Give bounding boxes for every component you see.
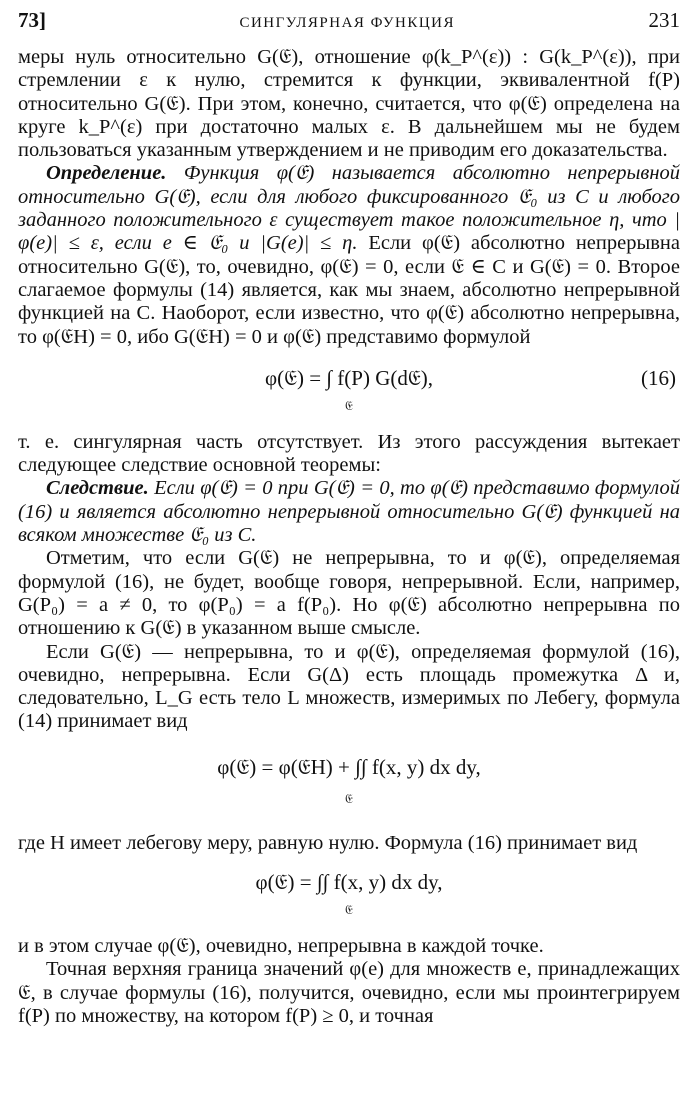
formula-14-lebesgue xyxy=(18,742,680,824)
formula-16-lebesgue xyxy=(18,859,680,931)
formula-14-body: φ(𝔈) = φ(𝔈H) + ∫∫ f(x, y) dx dy, xyxy=(217,754,481,779)
paragraph-1: меры нуль относительно G(𝔈), отношение φ(k_P^(ε)) : G(k_P^(ε)), при стремлении ε к нулю, стремится к функции, эквивалентной f(P) относительно G(𝔈). При этом, конечно, считается, что φ(𝔈) определена на круге k_P^(ε) при достаточно малых ε. В дальнейшем мы не будем пользоваться указанным утверждением и не приводим его доказательства. xyxy=(18,46,680,162)
page-body xyxy=(18,46,680,1028)
formula-16 xyxy=(18,355,680,425)
definition-text: Функция φ(𝔈) называется абсолютно непрерывной относительно G(𝔈), если для любого фиксированного 𝔈₀ из C и любого заданного положительного ε существует такое положительное η, что |φ(e)| ≤ ε, если e ∈ 𝔈₀ и |G(e)| ≤ η. xyxy=(18,162,681,255)
paragraph-9: Точная верхняя граница значений φ(e) для множеств e, принадлежащих 𝔈, в случае формулы (16), получится, очевидно, если мы проинтегрируем f(P) по множеству, на котором f(P) ≥ 0, и точная xyxy=(18,958,680,1027)
paragraph-8: и в этом случае φ(𝔈), очевидно, непрерывна в каждой точке. xyxy=(18,935,544,958)
paragraph-3: т. е. сингулярная часть отсутствует. Из этого рассуждения вытекает следующее следствие основной теоремы: xyxy=(18,430,680,477)
corollary-label: Следствие. xyxy=(46,477,149,500)
paragraph-7: где H имеет лебегову меру, равную нулю. Формула (16) принимает вид xyxy=(18,831,638,854)
definition-label: Определение. xyxy=(46,162,167,185)
definition-continuation: Если φ(𝔈) абсолютно непрерывна относительно G(𝔈), то, очевидно, φ(𝔈) = 0, если 𝔈 ∈ C и G(𝔈) = 0. Второе слагаемое формулы (14) является, как мы знаем, абсолютно непрерывной функцией на C. Наоборот, если известно, что φ(𝔈) абсолютно непрерывна, то φ(𝔈H) = 0, ибо G(𝔈H) = 0 и φ(𝔈) представимо формулой xyxy=(18,232,680,348)
formula-16-subscript: 𝔈 xyxy=(345,397,353,413)
formula-16-number: (16) xyxy=(641,365,676,390)
paragraph-6: Если G(𝔈) — непрерывна, то и φ(𝔈), определяемая формулой (16), очевидно, непрерывна. Если G(Δ) есть площадь промежутка Δ и, следовательно, L_G есть тело L множеств, измеримых по Лебегу, формула (14) принимает вид xyxy=(18,640,680,733)
section-number: 73] xyxy=(18,8,46,32)
corollary-text: Если φ(𝔈) = 0 при G(𝔈) = 0, то φ(𝔈) представимо формулой (16) и является абсолютно непрерывной относительно G(𝔈) функцией на всяком множестве 𝔈₀ из C. xyxy=(18,477,680,547)
page-number: 231 xyxy=(648,8,680,32)
paragraph-5: Отметим, что если G(𝔈) не непрерывна, то и φ(𝔈), определяемая формулой (16), не будет, вообще говоря, непрерывной. Если, например, G(P₀) = a ≠ 0, то φ(P₀) = a f(P₀). Но φ(𝔈) абсолютно непрерывна по отношению к G(𝔈) в указанном выше смысле. xyxy=(18,547,680,640)
formula-16b-body: φ(𝔈) = ∫∫ f(x, y) dx dy, xyxy=(255,870,443,895)
running-title: СИНГУЛЯРНАЯ ФУНКЦИЯ xyxy=(239,15,456,31)
running-header xyxy=(18,8,680,46)
formula-14-subscript: 𝔈 xyxy=(345,790,353,806)
formula-16b-subscript: 𝔈 xyxy=(345,902,353,918)
corollary-paragraph xyxy=(18,477,680,547)
definition-paragraph xyxy=(18,162,680,348)
formula-16-body: φ(𝔈) = ∫ f(P) G(d𝔈), xyxy=(264,365,433,390)
